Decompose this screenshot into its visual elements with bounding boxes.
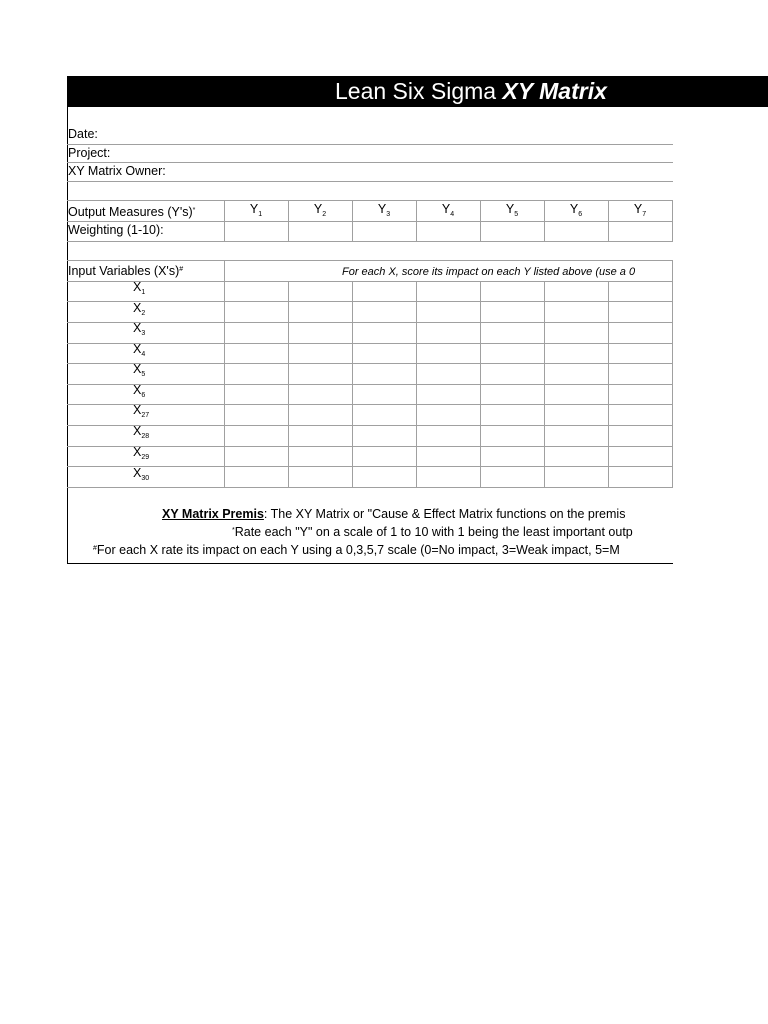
sheet-bottom-border [67,563,673,564]
x-row-label: $X_{28}$ [133,424,150,440]
weighting-label: Weighting (1-10): [68,223,164,237]
divider [67,260,673,261]
table-row [67,487,673,488]
title-bar [67,76,768,107]
project-label: Project: [68,146,111,160]
page-title: Lean Six Sigma XY Matrix [335,78,607,104]
y-column-header: $Y_7$ [633,202,647,218]
y-column-header: $Y_1$ [249,202,263,218]
xy-matrix-sheet [67,76,768,564]
y-column-header: $Y_4$ [441,202,455,218]
x-scale-note: #For each X rate its impact on each Y using a 0,3,5,7 scale (0=No impact, 3=Weak impact, 5=M [93,543,620,557]
x-row-label: $X_2$ [133,301,146,317]
divider [67,162,673,163]
x-row-label: $X_{27}$ [133,403,150,419]
x-row-label: $X_{29}$ [133,445,150,461]
scoring-instruction: For each X, score its impact on each Y listed above (use a 0 [342,266,636,278]
grid-line [224,260,225,487]
divider [67,221,673,222]
x-row-label: $X_5$ [133,362,146,378]
grid-line [672,260,673,487]
divider [67,200,673,201]
y-column-header: $Y_5$ [505,202,519,218]
x-row-label: $X_{30}$ [133,466,150,482]
owner-label: XY Matrix Owner: [68,164,166,178]
rate-note: *Rate each "Y" on a scale of 1 to 10 with 1 being the least important outp [232,525,633,539]
divider [67,181,673,182]
output-measures-label: Output Measures (Y's)* [68,205,196,219]
y-column-header: $Y_6$ [569,202,583,218]
x-row-label: $X_4$ [133,342,146,358]
grid-line [672,200,673,241]
premise-note: XY Matrix Premis: The XY Matrix or "Cause & Effect Matrix functions on the premis [162,507,626,521]
date-label: Date: [68,127,98,141]
divider [67,144,673,145]
divider [67,241,673,242]
x-row-label: $X_1$ [133,280,146,296]
x-row-label: $X_6$ [133,383,146,399]
y-column-header: $Y_3$ [377,202,391,218]
x-row-label: $X_3$ [133,321,146,337]
y-column-header: $Y_2$ [313,202,327,218]
input-variables-label: Input Variables (X's)# [68,264,184,278]
